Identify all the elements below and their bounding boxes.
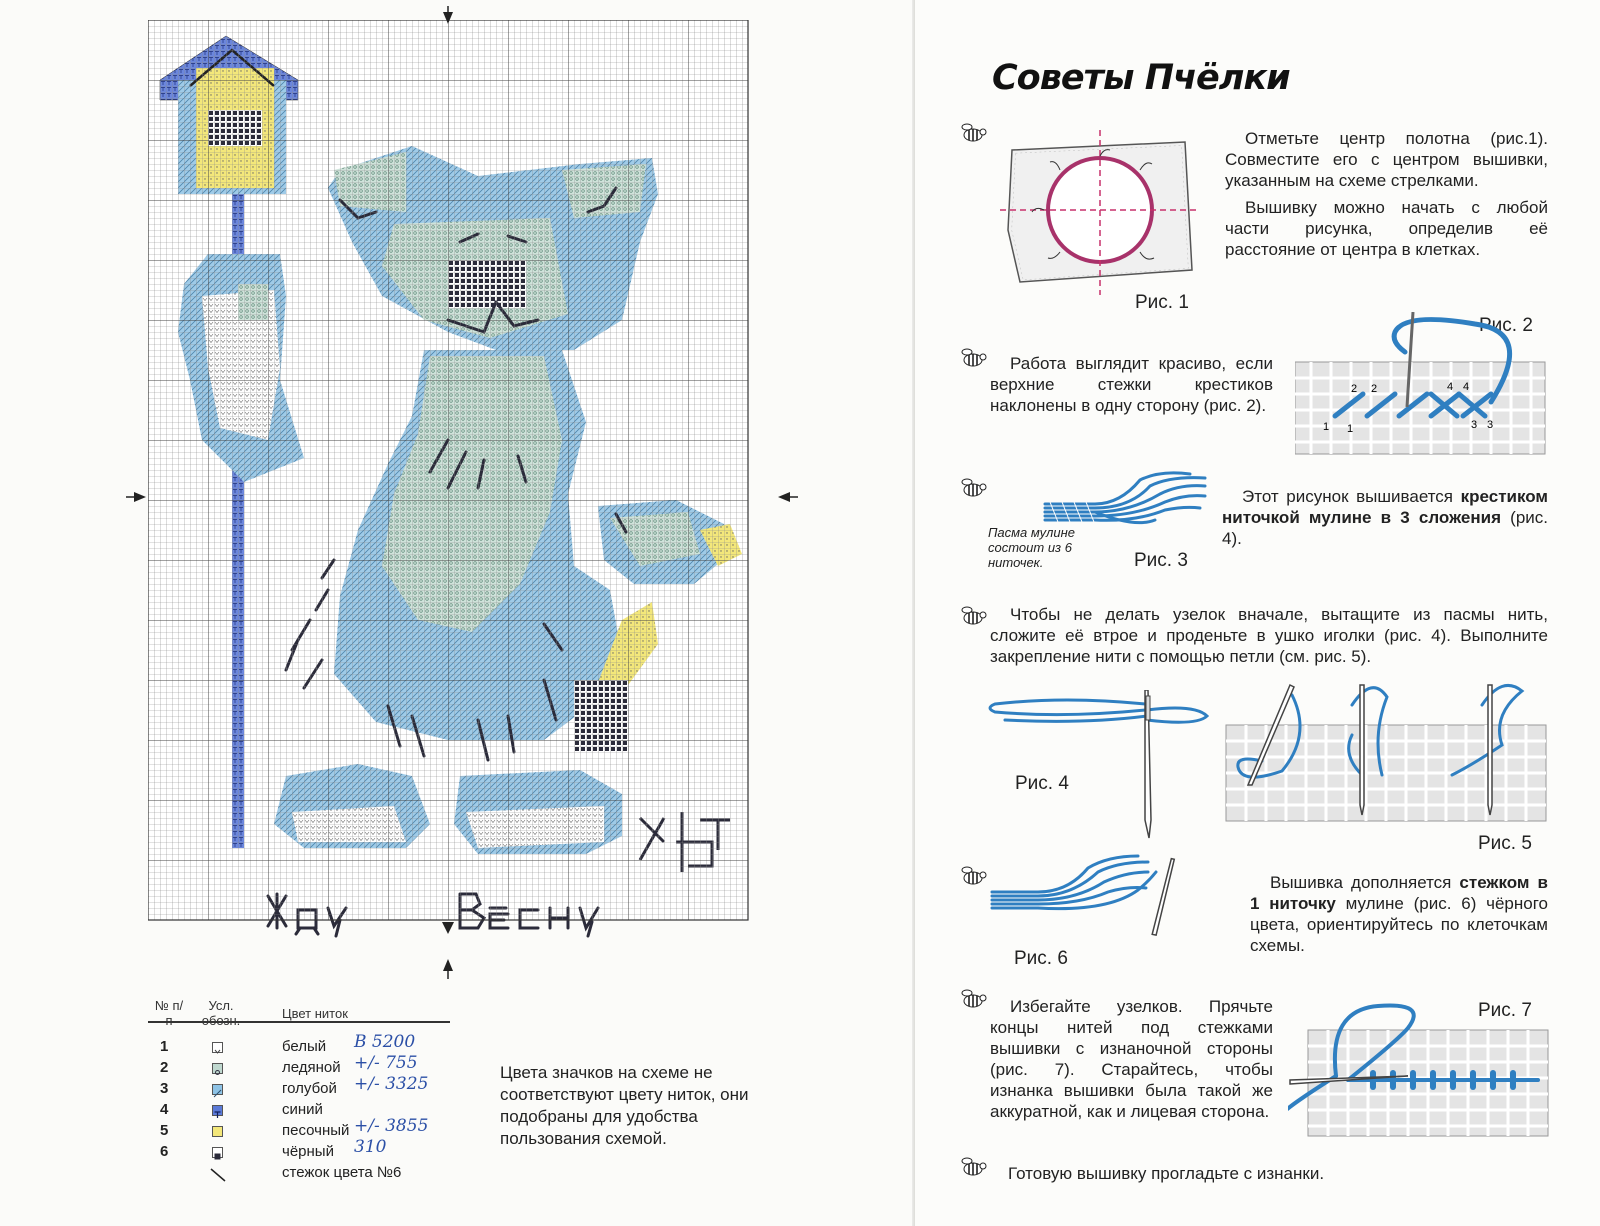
stitch-number: 2	[1351, 383, 1358, 395]
tip-5-bold: стежком в 1 ниточку	[1250, 873, 1548, 913]
legend-num: 4	[160, 1101, 169, 1118]
stitch-number: 3	[1487, 419, 1494, 431]
legend-color-name: ледяной	[282, 1059, 341, 1076]
bee-icon	[957, 988, 987, 1010]
legend-num: 6	[160, 1143, 169, 1160]
tip-5-text: Вышивка дополняется	[1270, 873, 1460, 892]
figure-3-caption: Пасма мулине состоит из 6 ниточек.	[988, 525, 1075, 570]
legend-num: 3	[160, 1080, 169, 1097]
legend-header-symbol: Усл.	[208, 998, 234, 1013]
legend-backstitch: стежок цвета №6	[282, 1164, 402, 1181]
cross-stitch-pattern	[148, 20, 772, 960]
legend-handwritten-note: +/- 3855	[354, 1116, 429, 1136]
figure-loop-fastening	[1222, 675, 1552, 825]
legend-symbol	[212, 1105, 223, 1116]
tip-3-text: Этот рисунок вышивается	[1242, 487, 1461, 506]
legend-symbol	[212, 1147, 223, 1158]
legend-handwritten-note: 310	[354, 1137, 387, 1157]
tip-3-text-end: (рис. 4).	[1222, 508, 1548, 548]
legend-handwritten-note: +/- 755	[354, 1053, 418, 1073]
tip-6: Избегайте узелков. Прячьте концы нитей под стежками вышивки с изнаночной стороны (рис. 7). Старайтесь, чтобы изнанка вышивки была такой же аккуратной, как и лицевая сторона.	[990, 997, 1273, 1121]
center-arrow-right	[776, 491, 798, 503]
tip-3	[1222, 486, 1548, 549]
figure-4-label: Рис. 4	[1015, 773, 1069, 794]
stitch-number: 4	[1463, 381, 1470, 393]
legend-divider	[148, 1021, 450, 1023]
figure-hidden-thread-ends	[1288, 1000, 1550, 1140]
tip-5-text-end: мулине (рис. 6) чёрного цвета, ориентируйтесь по клеточкам схемы.	[1250, 894, 1549, 955]
legend-num: 5	[160, 1122, 169, 1139]
legend-color-name: голубой	[282, 1080, 337, 1097]
figure-5-label: Рис. 5	[1478, 833, 1532, 854]
legend-handwritten-note: +/- 3325	[354, 1074, 429, 1094]
tip-7: Готовую вышивку прогладьте с изнанки.	[1008, 1164, 1325, 1183]
legend-symbol	[212, 1084, 223, 1095]
backstitch-icon	[210, 1168, 226, 1182]
center-arrow-bottom	[442, 957, 454, 979]
legend-color-name: чёрный	[282, 1143, 334, 1160]
stitch-number: 2	[1371, 383, 1378, 395]
figure-2-label: Рис. 2	[1479, 315, 1533, 336]
stitch-number: 1	[1323, 421, 1330, 433]
figure-1-label: Рис. 1	[1135, 292, 1189, 313]
bee-icon	[957, 605, 987, 627]
stitch-number: 3	[1471, 419, 1478, 431]
page-title: Советы Пчёлки	[992, 58, 1290, 98]
stitch-number: 4	[1447, 381, 1454, 393]
legend-num: 1	[160, 1038, 169, 1055]
tip-5	[1250, 872, 1548, 956]
legend-row	[148, 1137, 448, 1164]
tip-2: Работа выглядит красиво, если верхние стежки крестиков наклонены в одну сторону (рис. 2).	[990, 354, 1273, 415]
figure-thread-skein	[1040, 468, 1210, 528]
figure-7-label: Рис. 7	[1478, 1000, 1532, 1021]
legend-handwritten-note: B 5200	[354, 1032, 416, 1052]
legend-symbol	[212, 1126, 223, 1137]
legend-row	[148, 1074, 448, 1101]
figure-6-label: Рис. 6	[1014, 948, 1068, 969]
bee-icon	[957, 122, 987, 144]
legend-color-name: синий	[282, 1101, 323, 1118]
legend-num: 2	[160, 1059, 169, 1076]
bee-icon	[957, 865, 987, 887]
tip-3-bold: крестиком ниточкой мулине в 3 сложения	[1222, 487, 1548, 527]
tip-1-paragraph-1: Отметьте центр полотна (рис.1). Совместите его с центром вышивки, указанным на схеме стрелками.	[1225, 129, 1548, 190]
legend-note: Цвета значков на схеме не соответствуют цвету ниток, они подобраны для удобства пользования схемой.	[500, 1063, 749, 1148]
figure-needle-threading	[985, 690, 1215, 840]
legend-row	[148, 1164, 448, 1185]
legend-symbol	[212, 1063, 223, 1074]
legend-color-name: песочный	[282, 1122, 350, 1139]
figure-cross-stitch	[1295, 312, 1555, 457]
center-arrow-top	[442, 6, 454, 26]
stitch-number: 1	[1347, 423, 1354, 435]
tip-1-paragraph-2: Вышивку можно начать с любой части рисунка, определив её расстояние от центра в клетках.	[1225, 198, 1548, 259]
legend-header-num: № п/	[154, 998, 184, 1013]
center-arrow-left	[126, 491, 148, 503]
legend-row	[148, 1116, 448, 1143]
bee-icon	[957, 477, 987, 499]
bee-icon	[957, 1156, 987, 1178]
legend-symbol	[212, 1042, 223, 1053]
bee-icon	[957, 347, 987, 369]
tip-4: Чтобы не делать узелок вначале, вытащите из пасмы нить, сложите её втрое и проденьте в ушко иголки (рис. 4). Выполните закрепление нити с помощью петли (см. рис. 5).	[990, 605, 1548, 666]
legend-header-color: Цвет ниток	[282, 1006, 348, 1021]
figure-single-thread	[988, 848, 1188, 938]
figure-3-label: Рис. 3	[1134, 550, 1188, 571]
tip-1	[1225, 128, 1548, 266]
legend-color-name: белый	[282, 1038, 327, 1055]
figure-canvas-hoop	[1000, 130, 1200, 295]
